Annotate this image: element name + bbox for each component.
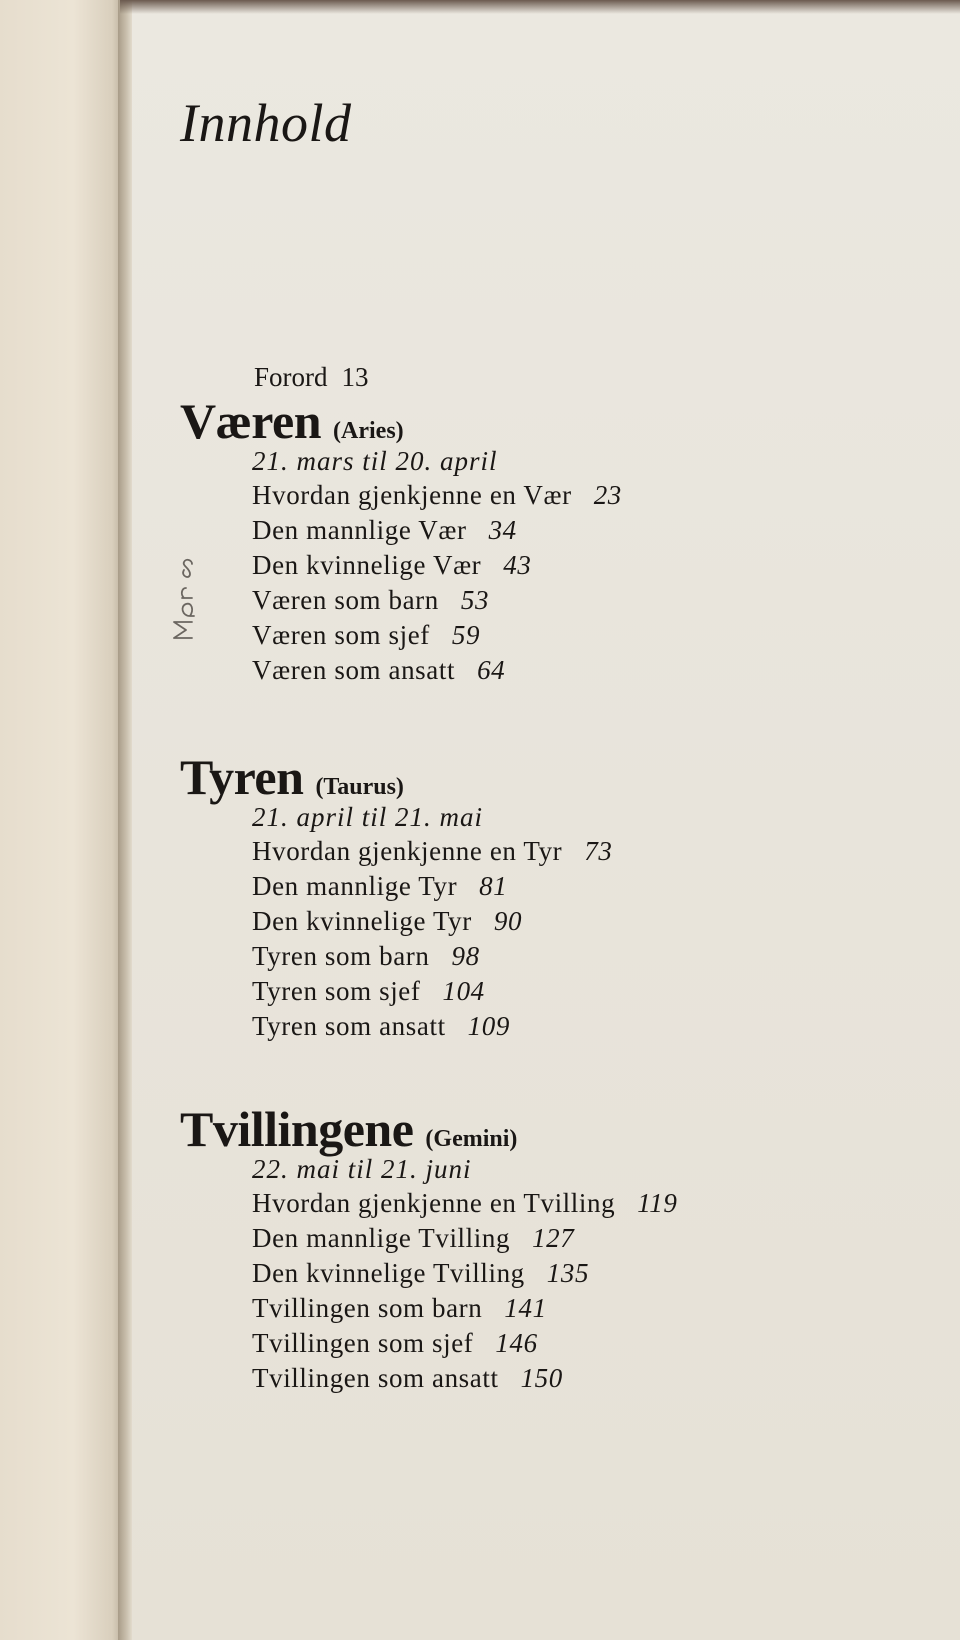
entry-page-number: 81	[479, 871, 508, 901]
section-entries	[252, 1152, 677, 1396]
entry-label: Den mannlige Vær	[252, 515, 467, 545]
entry-label: Hvordan gjenkjenne en Tyr	[252, 836, 563, 866]
toc-entry	[252, 939, 612, 974]
entry-page-number: 53	[460, 585, 490, 615]
section-aries	[180, 392, 622, 688]
entry-page-number: 98	[451, 941, 480, 971]
entry-label: Væren som sjef	[252, 620, 430, 650]
entry-page-number: 150	[520, 1363, 563, 1393]
toc-entry	[252, 904, 612, 939]
toc-entry	[252, 1186, 677, 1221]
section-heading	[180, 1100, 677, 1158]
entry-label: Den mannlige Tyr	[252, 871, 458, 901]
section-name: Væren	[180, 393, 322, 449]
toc-entry	[252, 513, 622, 548]
toc-entry	[252, 1256, 677, 1291]
entry-page-number: 34	[488, 515, 517, 545]
entry-label: Hvordan gjenkjenne en Vær	[252, 480, 572, 510]
toc-entry	[252, 653, 622, 688]
entry-label: Den kvinnelige Tvilling	[252, 1258, 525, 1288]
entry-label: Tvillingen som barn	[252, 1293, 483, 1323]
toc-entry	[252, 1291, 677, 1326]
entry-page-number: 104	[442, 976, 485, 1006]
handwritten-note	[156, 540, 226, 640]
section-heading	[180, 748, 612, 806]
entry-page-number: 141	[504, 1293, 547, 1323]
section-heading	[180, 392, 622, 450]
section-entries	[252, 800, 612, 1044]
entry-page-number: 64	[477, 655, 506, 685]
entry-label: Den kvinnelige Tyr	[252, 906, 472, 936]
section-dates: 21. mars til 20. april	[252, 446, 498, 476]
entry-label: Tvillingen som sjef	[252, 1328, 474, 1358]
toc-entry	[252, 1221, 677, 1256]
entry-label: Væren som ansatt	[252, 655, 456, 685]
entry-page-number: 90	[493, 906, 523, 936]
section-latin-name: (Taurus)	[315, 774, 404, 800]
toc-entry	[252, 618, 622, 653]
entry-page-number: 119	[637, 1188, 678, 1218]
entry-label: Væren som barn	[252, 585, 439, 615]
foreword-page-number: 13	[341, 362, 369, 392]
entry-label: Den kvinnelige Vær	[252, 550, 482, 580]
section-latin-name: (Gemini)	[425, 1126, 518, 1152]
toc-entry	[252, 1361, 677, 1396]
entry-page-number: 146	[495, 1328, 538, 1358]
entry-label: Tyren som barn	[252, 941, 430, 971]
section-name: Tyren	[180, 749, 304, 805]
entry-label: Hvordan gjenkjenne en Tvilling	[252, 1188, 616, 1218]
entry-page-number: 109	[467, 1011, 510, 1041]
toc-entry	[252, 1326, 677, 1361]
toc-entry	[252, 834, 612, 869]
entry-page-number: 73	[584, 836, 613, 866]
entry-label: Tvillingen som ansatt	[252, 1363, 499, 1393]
toc-entry	[252, 548, 622, 583]
entry-label: Tyren som sjef	[252, 976, 421, 1006]
section-dates: 22. mai til 21. juni	[252, 1154, 472, 1184]
entry-page-number: 135	[546, 1258, 590, 1288]
section-dates: 21. april til 21. mai	[252, 802, 484, 832]
toc-entry	[252, 869, 612, 904]
entry-page-number: 43	[503, 550, 532, 580]
toc-entry	[252, 583, 622, 618]
entry-page-number: 23	[593, 480, 622, 510]
section-taurus	[180, 748, 612, 1044]
page-title: Innhold	[180, 93, 352, 153]
section-name: Tvillingene	[180, 1101, 414, 1157]
section-entries	[252, 444, 622, 688]
entry-label: Den mannlige Tvilling	[252, 1223, 511, 1253]
entry-label: Tyren som ansatt	[252, 1011, 446, 1041]
section-latin-name: (Aries)	[333, 418, 404, 444]
section-gemini	[180, 1100, 677, 1396]
foreword-label: Forord	[254, 362, 328, 392]
foreword-entry	[254, 362, 369, 393]
entry-page-number: 127	[532, 1223, 575, 1253]
entry-page-number: 59	[451, 620, 481, 650]
toc-entry	[252, 974, 612, 1009]
toc-entry	[252, 1009, 612, 1044]
toc-entry	[252, 478, 622, 513]
